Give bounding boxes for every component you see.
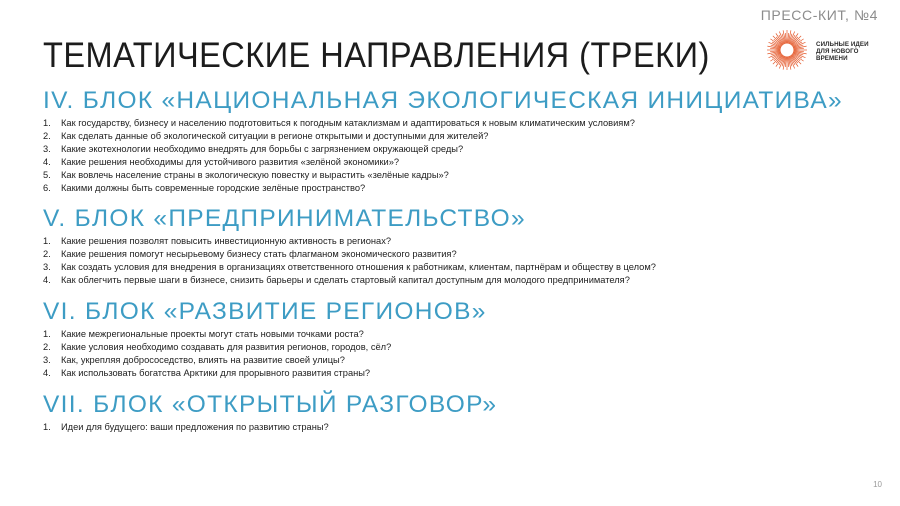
page-title: ТЕМАТИЧЕСКИЕ НАПРАВЛЕНИЯ (ТРЕКИ) xyxy=(43,36,710,75)
question-item xyxy=(43,261,873,274)
question-text: Какие условия необходимо создавать для развития регионов, городов, сёл? xyxy=(61,341,392,352)
question-list xyxy=(43,328,873,380)
question-number: 4. xyxy=(43,275,51,286)
question-item xyxy=(43,182,873,195)
question-number: 6. xyxy=(43,182,51,193)
question-item xyxy=(43,421,873,434)
logo-text xyxy=(816,41,878,62)
question-text: Какие экотехнологии необходимо внедрять для борьбы с загрязнением окружающей среды? xyxy=(61,143,464,154)
question-text: Как вовлечь население страны в экологическую повестку и вырастить «зелёные кадры»? xyxy=(61,169,449,180)
logo xyxy=(765,28,877,72)
block-vii xyxy=(43,390,873,434)
question-text: Какими должны быть современные городские зелёные пространство? xyxy=(61,182,366,193)
question-item xyxy=(43,274,873,287)
question-item xyxy=(43,341,873,354)
question-text: Как сделать данные об экологической ситуации в регионе открытыми и доступными для жителей? xyxy=(61,130,489,141)
page-number: 10 xyxy=(873,480,882,489)
block-v xyxy=(43,204,873,287)
question-number: 4. xyxy=(43,156,51,167)
question-number: 3. xyxy=(43,143,51,154)
question-number: 1. xyxy=(43,329,51,340)
question-text: Какие решения необходимы для устойчивого развития «зелёной экономики»? xyxy=(61,156,400,167)
block-iv xyxy=(43,86,873,194)
question-item xyxy=(43,143,873,156)
question-item xyxy=(43,354,873,367)
question-number: 3. xyxy=(43,262,51,273)
block-vi xyxy=(43,297,873,380)
question-number: 2. xyxy=(43,341,51,352)
question-item xyxy=(43,169,873,182)
logo-line-2: ДЛЯ НОВОГО xyxy=(816,48,859,55)
logo-line-3: ВРЕМЕНИ xyxy=(816,55,848,62)
blocks-container xyxy=(43,86,873,434)
question-number: 1. xyxy=(43,236,51,247)
question-item xyxy=(43,328,873,341)
question-text: Как государству, бизнесу и населению подготовиться к погодным катаклизмам и адаптироваться к новым климатическим условиям? xyxy=(61,118,635,128)
question-list xyxy=(43,421,873,434)
question-item xyxy=(43,248,873,261)
question-number: 1. xyxy=(43,118,51,128)
presskit-label: ПРЕСС-КИТ, №4 xyxy=(760,7,878,23)
question-text: Идеи для будущего: ваши предложения по развитию страны? xyxy=(61,421,329,432)
question-list xyxy=(43,235,873,287)
question-list xyxy=(43,117,873,194)
sun-rays-icon xyxy=(765,28,809,72)
question-number: 2. xyxy=(43,130,51,141)
question-item xyxy=(43,367,873,380)
block-title: VI. БЛОК «РАЗВИТИЕ РЕГИОНОВ» xyxy=(43,298,487,326)
question-number: 2. xyxy=(43,249,51,260)
block-title: VII. БЛОК «ОТКРЫТЫЙ РАЗГОВОР» xyxy=(43,390,498,418)
question-item xyxy=(43,117,873,130)
question-number: 4. xyxy=(43,367,51,378)
logo-line-1: СИЛЬНЫЕ ИДЕИ xyxy=(816,41,869,48)
block-title: V. БЛОК «ПРЕДПРИНИМАТЕЛЬСТВО» xyxy=(43,205,526,233)
question-item xyxy=(43,235,873,248)
question-text: Какие решения помогут несырьевому бизнесу стать флагманом экономического развития? xyxy=(61,249,457,260)
question-text: Какие межрегиональные проекты могут стать новыми точками роста? xyxy=(61,329,364,340)
question-text: Как создать условия для внедрения в организациях ответственного отношения к работникам, клиентам, партнёрам и обществу в целом? xyxy=(61,262,656,273)
question-text: Как, укрепляя добрососедство, влиять на развитие своей улицы? xyxy=(61,354,345,365)
question-item xyxy=(43,156,873,169)
question-text: Какие решения позволят повысить инвестиционную активность в регионах? xyxy=(61,236,392,247)
question-text: Как использовать богатства Арктики для прорывного развития страны? xyxy=(61,367,371,378)
question-number: 5. xyxy=(43,169,51,180)
block-title: IV. БЛОК «НАЦИОНАЛЬНАЯ ЭКОЛОГИЧЕСКАЯ ИНИЦИАТИВА» xyxy=(43,87,843,114)
question-text: Как облегчить первые шаги в бизнесе, снизить барьеры и сделать стартовый капитал доступным для молодого предпринимателя? xyxy=(61,275,630,286)
question-number: 3. xyxy=(43,354,51,365)
question-item xyxy=(43,130,873,143)
question-number: 1. xyxy=(43,421,51,432)
